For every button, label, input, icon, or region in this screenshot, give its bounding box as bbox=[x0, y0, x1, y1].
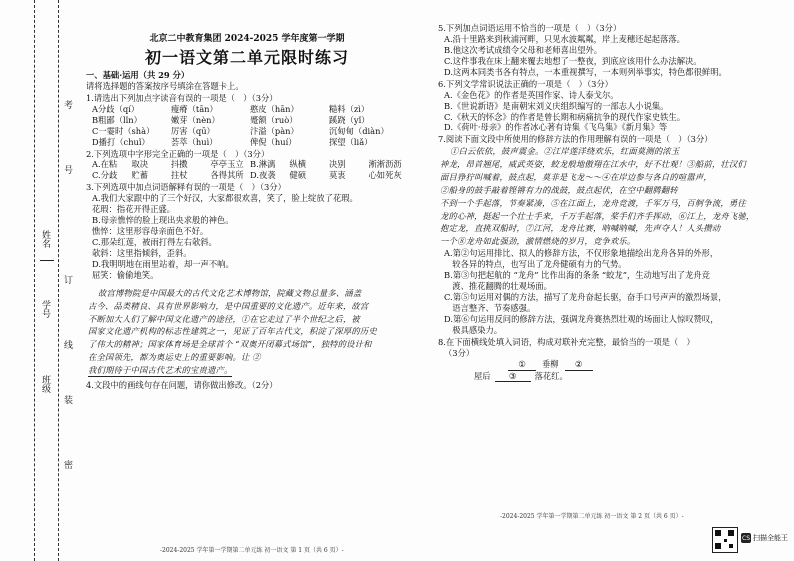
exam-header: 北京二中教育集团 2024-2025 学年度第一学期 bbox=[149, 34, 345, 44]
q5-item: A.沿十里路来到秋浦河畔，只见水波粼粼，岸上麦穗还起起落落。 bbox=[444, 33, 685, 44]
binding-margin bbox=[0, 0, 78, 561]
passage-line: ①白云依依，鼓声震金。②江岸莲洋绕欢乐，红面莫测的浓玉 bbox=[450, 146, 680, 157]
option-text: 取决 bbox=[131, 159, 149, 170]
margin-label: 号 bbox=[62, 165, 72, 174]
option-text: A分歧（qí） bbox=[92, 103, 140, 114]
question-5: 5.下列加点词语运用不恰当的一项是（ ）（3分） bbox=[438, 23, 622, 33]
couplet-word: 屋后 bbox=[474, 370, 491, 381]
option-text: 莫衷 bbox=[329, 170, 346, 181]
option-text: 汴溢（pàn） bbox=[250, 125, 299, 136]
option-text: 糙料（zì） bbox=[329, 103, 370, 114]
passage-line: 抱定龙，直挑双船时，⑦江河，龙舟比赛，呐喊呐喊，先声夺人！人头攒动 bbox=[440, 223, 721, 234]
q3-item: B.母亲憔悴的脸上现出央求般的神色。 bbox=[92, 215, 234, 226]
page-footer: -2024-2025 学年第一学期第二单元练 初一语文 第 1 页（共 6 页）- bbox=[160, 547, 344, 554]
option-text: 沉甸甸（diàn） bbox=[329, 125, 389, 136]
q1-row bbox=[86, 104, 408, 115]
name-label: 姓名 bbox=[40, 230, 50, 248]
passage-line: 不到一个手起落，节奏紧凑，⑤在江面上，龙舟竞渡，千军万马，百舸争流，勇往 bbox=[440, 197, 746, 208]
option-text: C一霎时（shà） bbox=[92, 125, 155, 136]
couplet-line-2 bbox=[438, 371, 768, 383]
option-text: B粗鄙（lǐn） bbox=[92, 114, 142, 125]
q3-item: C.那朵红莲，被雨打得左右欹斜。 bbox=[92, 237, 217, 248]
q6-item: A.《金色花》的作者是英国作家、诗人泰戈尔。 bbox=[444, 89, 619, 100]
option-text: 健硕 bbox=[289, 170, 307, 181]
name-blank bbox=[40, 260, 54, 261]
margin-label: 考 bbox=[62, 100, 72, 109]
option-text: 蹊跷（yǐ） bbox=[329, 114, 370, 125]
blank-3: ③ bbox=[495, 371, 531, 383]
q6-item: D.《荷叶·母亲》的作者冰心著有诗集《飞鸟集》《新月集》等 bbox=[444, 122, 668, 133]
option-text: 心如死灰 bbox=[368, 170, 402, 181]
option-text: B.淋漓 bbox=[250, 159, 276, 170]
question-1: 1.请选出下列加点字读音有误的一项是（ ）（3分） bbox=[86, 92, 278, 103]
q5-item: B.他这次考试成绩令父母和老师喜出望外。 bbox=[444, 44, 603, 55]
q7-passage bbox=[438, 145, 768, 248]
blank-2: ② bbox=[565, 359, 593, 371]
q7-item: 语言整齐、节奏感强。 bbox=[444, 302, 536, 313]
margin-label: 装 bbox=[62, 395, 72, 404]
passage-line: 古今、品类精良、具有世界影响力，是中国重要的文化遗产。近年来，故宫 bbox=[88, 300, 369, 311]
passage-line: 神龙，昂首翘尾，威武英姿，蛟龙般地傲翔在江水中，好不壮观！③船前，壮汉们 bbox=[440, 159, 746, 170]
page-two bbox=[438, 22, 768, 382]
page-footer: -2024-2025 学年第一学期第二单元练 初一语文 第 2 页（共 6 页）- bbox=[500, 513, 684, 520]
passage-line: 国家文化遗产机构的标志性建筑之一，见证了百年古代文，积淀了深厚的历史 bbox=[88, 326, 377, 337]
instruction-text: 请将选择题的答案按序号填涂在答题卡上。 bbox=[86, 80, 244, 91]
qr-code-icon bbox=[712, 527, 738, 553]
q3-item: A.我们大家跟中的了三个好汉，大家都很欢喜，笑了，脸上绽放了花瑕。 bbox=[92, 193, 358, 204]
scanner-brand-label: 扫描全能王 bbox=[753, 534, 788, 542]
couplet-word: 垂柳 bbox=[542, 358, 559, 369]
option-text: 憨皮（hān） bbox=[250, 103, 299, 114]
q3-item: 憔悴：这里形容母亲面色不好。 bbox=[92, 226, 209, 237]
binding-line-inner bbox=[58, 0, 59, 561]
q7-item: 极具感染力。 bbox=[444, 324, 503, 335]
q1-row bbox=[86, 126, 408, 137]
section-heading: 一、基础·运用（共 29 分） bbox=[86, 69, 190, 80]
option-text: D.夜袭 bbox=[250, 170, 276, 181]
option-text: 荟萃（huì） bbox=[171, 136, 218, 147]
option-text: 蹙额（ruò） bbox=[250, 114, 298, 125]
q1-row bbox=[86, 137, 408, 148]
option-text: 厉害（qū） bbox=[171, 125, 215, 136]
passage-line: 在全国领先，都为奥运史上的重要影响。让 ② bbox=[88, 352, 261, 363]
passage-line: ②船身的鼓手敲着铿锵有力的战鼓，鼓点起伏，在空中翻腾翻转 bbox=[440, 184, 678, 195]
q2-row bbox=[86, 159, 408, 170]
page-one bbox=[86, 30, 408, 391]
q7-item: 较各异的特点，也写出了龙舟健硕有力的气势。 bbox=[444, 259, 627, 270]
option-text: 各得其所 bbox=[210, 170, 244, 181]
couplet-word: 落花红。 bbox=[534, 370, 568, 381]
option-text: 俾倪（huí） bbox=[250, 136, 297, 147]
question-4: 4.文段中的画线句存在问题，请你做出修改。（2分） bbox=[86, 379, 278, 390]
q7-item: 渡、推花翻腾的壮观场面。 bbox=[444, 281, 552, 291]
class-label: 班级 bbox=[40, 375, 50, 393]
option-text: 纵横 bbox=[289, 159, 307, 170]
option-text: 淅淅沥沥 bbox=[368, 159, 402, 170]
q5-item: C.这件事我在床上翻来覆去地想了一整夜，到底应该用什么办法解决。 bbox=[444, 55, 702, 66]
q7-item: C.第⑤句运用对偶的方法，描写了龙舟奋起长驱，奋手口号声声的激烈场景， bbox=[444, 291, 727, 302]
q7-item: A.第②句运用排比、拟人的修辞方法，不仅形象地描绘出龙舟各异的外形， bbox=[444, 248, 719, 259]
margin-label: 线 bbox=[62, 340, 72, 349]
q6-item: C.《秋天的怀念》的作者是曾长期和病痛抗争的现代作家史铁生。 bbox=[444, 111, 686, 122]
q5-item: D.这两本同类书各有特点，一本重视撰写，一本则列举事实，特色都很鲜明。 bbox=[444, 66, 727, 77]
option-text: 亭亭玉立 bbox=[210, 159, 244, 170]
passage-line: 了伟大的精神；国家体育场是全球首个 “双奥开闭幕式场馆”，独特的设计和 bbox=[88, 339, 372, 350]
option-text: C.分歧 bbox=[92, 170, 118, 181]
passage-line: 面目狰狞叫喊着，鼓点起，莫非是飞龙～～④在岸边参与各自的喧嚣声， bbox=[440, 172, 712, 183]
q1-row bbox=[86, 115, 408, 126]
passage-line: 龙的心神，挺起一个壮士手来，千万手起落，桨手们齐手挥动，⑥江上，龙舟飞驰， bbox=[440, 210, 755, 221]
q3-item: 屈笑：偷偷地笑。 bbox=[92, 269, 159, 280]
couplet-line-1 bbox=[438, 359, 768, 371]
option-text: 嫩芽（nèn） bbox=[171, 114, 220, 125]
exam-title: 初一语文第二单元限时练习 bbox=[144, 47, 349, 67]
question-3: 3.下列选项中加点词语解释有误的一项是（ ）（3分） bbox=[86, 182, 286, 193]
question-2: 2.下列选项中字形完全正确的一项是（ ）（3分） bbox=[86, 148, 270, 159]
scanner-brand bbox=[741, 533, 788, 543]
reading-passage bbox=[86, 287, 408, 377]
question-8-score: （3分） bbox=[444, 347, 475, 358]
margin-label: 订 bbox=[62, 275, 72, 284]
q7-item: B.第③句把起航的 “龙舟” 比作出海的条条 “蛟龙”，生动地写出了龙舟竞 bbox=[444, 270, 710, 281]
option-text: 贮蓄 bbox=[131, 170, 149, 181]
q7-item: D.第⑥句运用反问的修辞方法，强调龙舟赛热烈壮观的场面让人惊叹赞叹， bbox=[444, 313, 719, 324]
passage-line: 不断加大人们了解中国文化遗产的途径，①在它走过了半个世纪之后，被 bbox=[88, 313, 360, 324]
passage-line: 一个⑧龙舟如此强劲，激情燃烧的岁月，竞争欢乐。 bbox=[440, 236, 636, 247]
option-text: 探望（liǎ） bbox=[329, 136, 373, 147]
binding-line bbox=[34, 0, 35, 561]
q3-item: 花瑕：指花开得正盛。 bbox=[92, 204, 175, 215]
student-id-label: 学号 bbox=[40, 300, 50, 318]
option-text: D播打（chuǐ） bbox=[92, 136, 150, 147]
question-8: 8.在下面横线处填入词语，构成对联补充完整，最恰当的一项是（ ） bbox=[438, 336, 695, 347]
scanner-logo-icon: CS bbox=[742, 534, 750, 542]
q3-item: D.我明明地在雨里站着，却一声不响。 bbox=[92, 258, 234, 269]
margin-label: 密 bbox=[62, 460, 72, 469]
question-7: 7.阅读下面文段中所使用的修辞方法的作用理解有误的一项是（ ）（3分） bbox=[438, 134, 713, 145]
question-6: 6.下列文学常识说法正确的一项是（ ）（3分） bbox=[438, 78, 613, 89]
q2-row bbox=[86, 170, 408, 181]
passage-line: 故宫博物院是中国最大的古代文化艺术博物馆，院藏文物总量多、涵盖 bbox=[98, 287, 362, 298]
option-text: A.在粘 bbox=[92, 159, 118, 170]
option-text: 抖擞 bbox=[171, 159, 188, 170]
option-text: 决别 bbox=[329, 159, 346, 170]
q3-item: 欹斜：这里指倾斜，歪斜。 bbox=[92, 247, 192, 258]
option-text: 瘦瘠（tān） bbox=[171, 103, 218, 114]
underlined-sentence: 我们期待于中国古代艺术的宝贵遗产。 bbox=[88, 364, 233, 375]
blank-1: ① bbox=[508, 359, 536, 371]
q6-item: B.《世说新语》是南朝宋刘义庆组织编写的一部志人小说集。 bbox=[444, 100, 669, 111]
option-text: 拄杖 bbox=[171, 170, 188, 181]
